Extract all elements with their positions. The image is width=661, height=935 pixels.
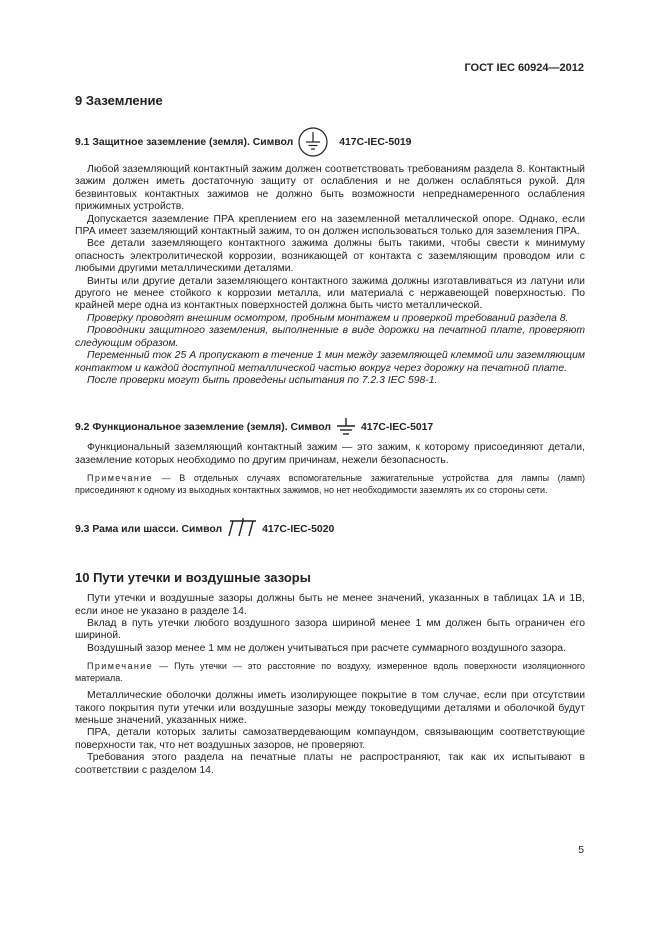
note	[75, 472, 585, 496]
paragraph-text: Пути утечки и воздушные зазоры должны быть не менее значений, указанных в таблицах 1А и 1В, если иное не указано в разделе 14.	[75, 593, 585, 617]
paragraph-text: Проверку проводят внешним осмотром, пробным монтажем и проверкой требований раздела 8.	[87, 312, 569, 324]
paragraph	[75, 238, 585, 275]
paragraph-text: Металлические оболочки должны иметь изолирующее покрытие в том случае, если при отсутствии такого покрытия пути утечки или воздушные зазоры между токоведущими деталями и оболочкой будут меньше значений, указанных ниже.	[75, 690, 585, 726]
functional-earth-icon	[335, 417, 357, 437]
note-text: — Путь утечки — это расстояние по воздуху, измеренное вдоль поверхности изоляционного материала.	[75, 661, 585, 684]
paragraph	[75, 164, 585, 214]
paragraph	[75, 442, 585, 467]
paragraph	[75, 593, 585, 618]
subsection-9-1-title	[75, 126, 585, 158]
subsection-9-1-text: 9.1 Защитное заземление (земля). Символ	[75, 136, 294, 148]
paragraph-text: ПРА, детали которых залиты самозатвердевающим компаундом, связывающим соответствующие поверхности так, что нет воздушных зазоров, не проверяют.	[75, 727, 585, 751]
frame-chassis-icon	[226, 518, 258, 540]
note-label: Примечание	[87, 661, 154, 672]
note-label: Примечание	[87, 473, 154, 484]
paragraph-text: Любой заземляющий контактный зажим должен соответствовать требованиям раздела 8. Контактный зажим должен иметь достаточную защиту от ослабления и не должен ослабляться рукой. Для безвинтовых контактных зажимов не должно быть возможности непреднамеренного ослабления прижимных устройств.	[75, 164, 585, 213]
paragraph-text: Переменный ток 25 А пропускают в течение 1 мин между заземляющей клеммой или заземляющим контактом и каждой доступной металлической частью вокруг через дорожку на печатной плате.	[75, 350, 585, 374]
subsection-9-3-code: 417C-IEC-5020	[262, 523, 335, 535]
standard-header: ГОСТ IEC 60924—2012	[464, 62, 584, 74]
note	[75, 660, 585, 684]
paragraph	[75, 752, 585, 777]
italic-paragraph	[75, 375, 585, 387]
subsection-9-2-code: 417C-IEC-5017	[361, 421, 434, 433]
paragraph-text: После проверки могут быть проведены испытания по 7.2.3 IEC 598-1.	[87, 374, 438, 386]
subsection-9-1-code: 417C-IEC-5019	[339, 136, 412, 148]
paragraph-text: Функциональный заземляющий контактный зажим — это зажим, к которому присоединяют детали, заземление которых необходимо по другим причинам, нежели безопасность.	[75, 442, 585, 466]
paragraph	[75, 214, 585, 239]
protective-earth-icon	[297, 126, 329, 158]
subsection-9-2-title	[75, 417, 585, 437]
paragraph-text: Вклад в путь утечки любого воздушного зазора шириной менее 1 мм должен быть ограничен его шириной.	[75, 617, 585, 642]
note-text: — В отдельных случаях вспомогательные зажигательные устройства для лампы (ламп) присоединяют к одному из выходных контактных зажимов, но нет необходимости заземлять их со стороны сети.	[75, 473, 585, 496]
subsection-9-3-title	[75, 518, 585, 540]
section-9-title: 9 Заземление	[75, 93, 163, 108]
paragraph-text: Требования этого раздела на печатные платы не распространяют, так как их испытывают в соответствии с разделом 14.	[75, 752, 585, 776]
page-number: 5	[578, 845, 584, 856]
paragraph	[75, 643, 585, 655]
paragraph-text: Допускается заземление ПРА креплением его на заземленной металлической опоре. Однако, если ПРА имеет заземляющий контактный зажим, то он должен использоваться только для заземления ПРА.	[75, 213, 585, 238]
paragraph-text: Проводники защитного заземления, выполненные в виде дорожки на печатной плате, проверяют следующим образом.	[75, 325, 585, 349]
page-content	[75, 93, 585, 777]
paragraph	[75, 618, 585, 643]
italic-paragraph	[75, 325, 585, 350]
italic-paragraph	[75, 313, 585, 325]
paragraph	[75, 276, 585, 313]
italic-paragraph	[75, 350, 585, 375]
paragraph-text: Воздушный зазор менее 1 мм не должен учитываться при расчете суммарного воздушного зазора.	[87, 642, 566, 654]
paragraph-text: Все детали заземляющего контактного зажима должны быть такими, чтобы свести к минимуму опасность электролитической коррозии, возникающей от контакта с заземляющим проводом или с любыми другими металлическими деталями.	[75, 238, 585, 275]
paragraph	[75, 690, 585, 727]
subsection-9-3-text: 9.3 Рама или шасси. Символ	[75, 523, 223, 535]
section-10-title: 10 Пути утечки и воздушные зазоры	[75, 570, 311, 586]
paragraph	[75, 727, 585, 752]
subsection-9-2-text: 9.2 Функциональное заземление (земля). Символ	[75, 421, 332, 433]
paragraph-text: Винты или другие детали заземляющего контактного зажима должны изготавливаться из латуни или другого не менее стойкого к коррозии металла, или материала с нержавеющей поверхностью. По крайней мере одна из контактных поверхностей должна быть чисто металлической.	[75, 275, 585, 312]
